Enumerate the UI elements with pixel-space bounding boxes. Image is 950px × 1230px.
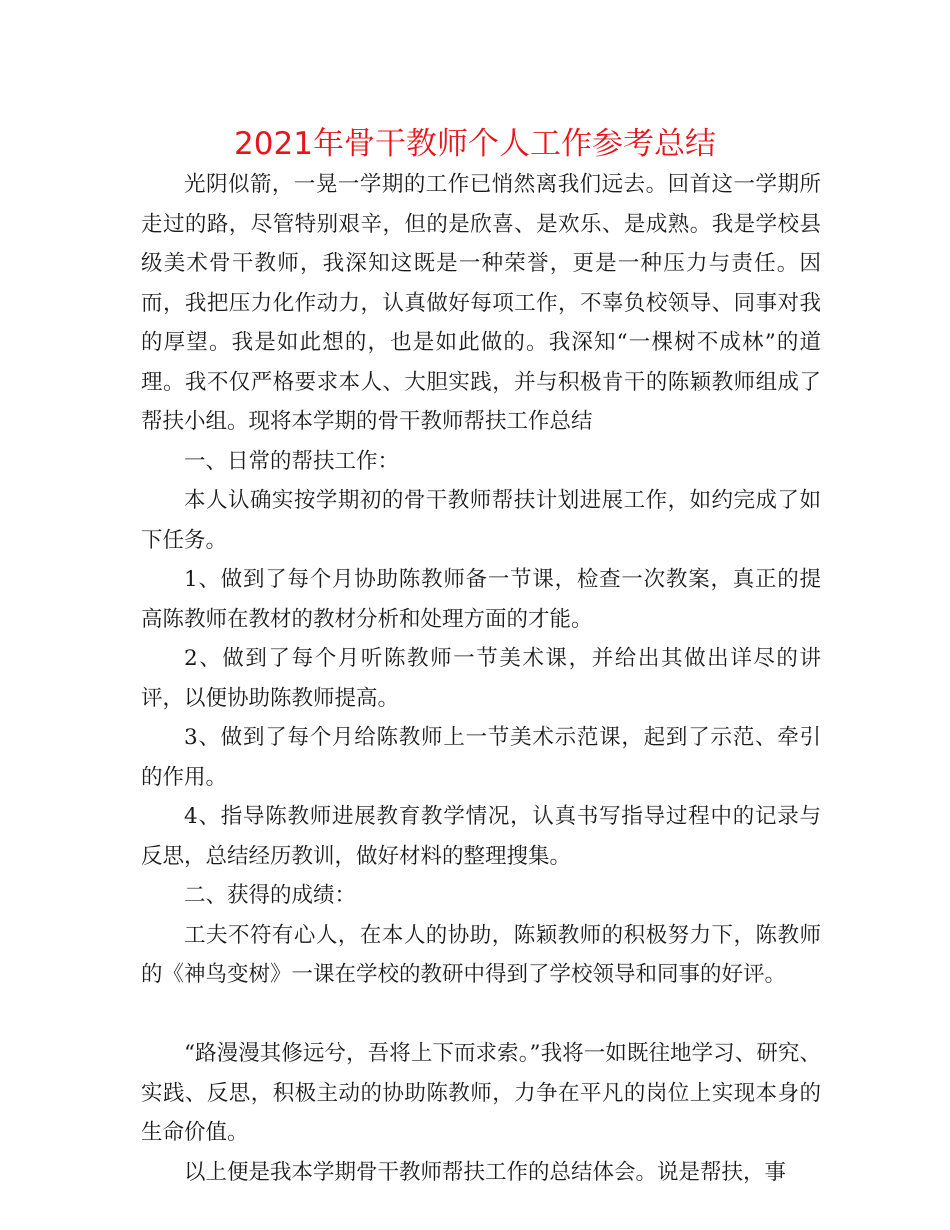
page-title: 2021年骨干教师个人工作参考总结: [234, 126, 716, 162]
document-body: [141, 165, 821, 1192]
paragraph-intro: 光阴似箭，一晃一学期的工作已悄然离我们远去。回首这一学期所走过的路，尽管特别艰辛，但的是欣喜、是欢乐、是成熟。我是学校县级美术骨干教师，我深知这既是一种荣誉，更是一种压力与责任。因而，我把压力化作动力，认真做好每项工作，不辜负校领导、同事对我的厚望。我是如此想的，也是如此做的。我深知“一棵树不成林”的道理。我不仅严格要求本人、大胆实践，并与积极肯干的陈颖教师组成了帮扶小组。现将本学期的骨干教师帮扶工作总结: [141, 172, 821, 434]
section-heading-achievements: 二、获得的成绩：: [184, 883, 357, 908]
blank-line: [141, 995, 821, 1035]
paragraph-quote: “路漫漫其修远兮，吾将上下而求索。”我将一如既往地学习、研究、实践、反思，积极主动的协助陈教师，力争在平凡的岗位上实现本身的生命价值。: [141, 1041, 821, 1145]
list-item-4: 4、指导陈教师进展教育教学情况，认真书写指导过程中的记录与反思，总结经历教训，做好材料的整理搜集。: [141, 804, 821, 869]
list-item-3: 3、做到了每个月给陈教师上一节美术示范课，起到了示范、牵引的作用。: [141, 725, 821, 790]
paragraph-achievement: 工夫不符有心人，在本人的协助，陈颖教师的积极努力下，陈教师的《神鸟变树》一课在学校的教研中得到了学校领导和同事的好评。: [141, 922, 821, 987]
paragraph-closing: 以上便是我本学期骨干教师帮扶工作的总结体会。说是帮扶，事: [184, 1159, 787, 1185]
list-item-1: 1、做到了每个月协助陈教师备一节课，检查一次教案，真正的提高陈教师在教材的教材分析和处理方面的才能。: [141, 567, 821, 632]
paragraph-plan: 本人认确实按学期初的骨干教师帮扶计划进展工作，如约完成了如下任务。: [141, 488, 821, 553]
section-heading-daily-support: 一、日常的帮扶工作：: [184, 448, 400, 474]
list-item-2: 2、做到了每个月听陈教师一节美术课，并给出其做出详尽的讲评，以便协助陈教师提高。: [141, 646, 821, 711]
